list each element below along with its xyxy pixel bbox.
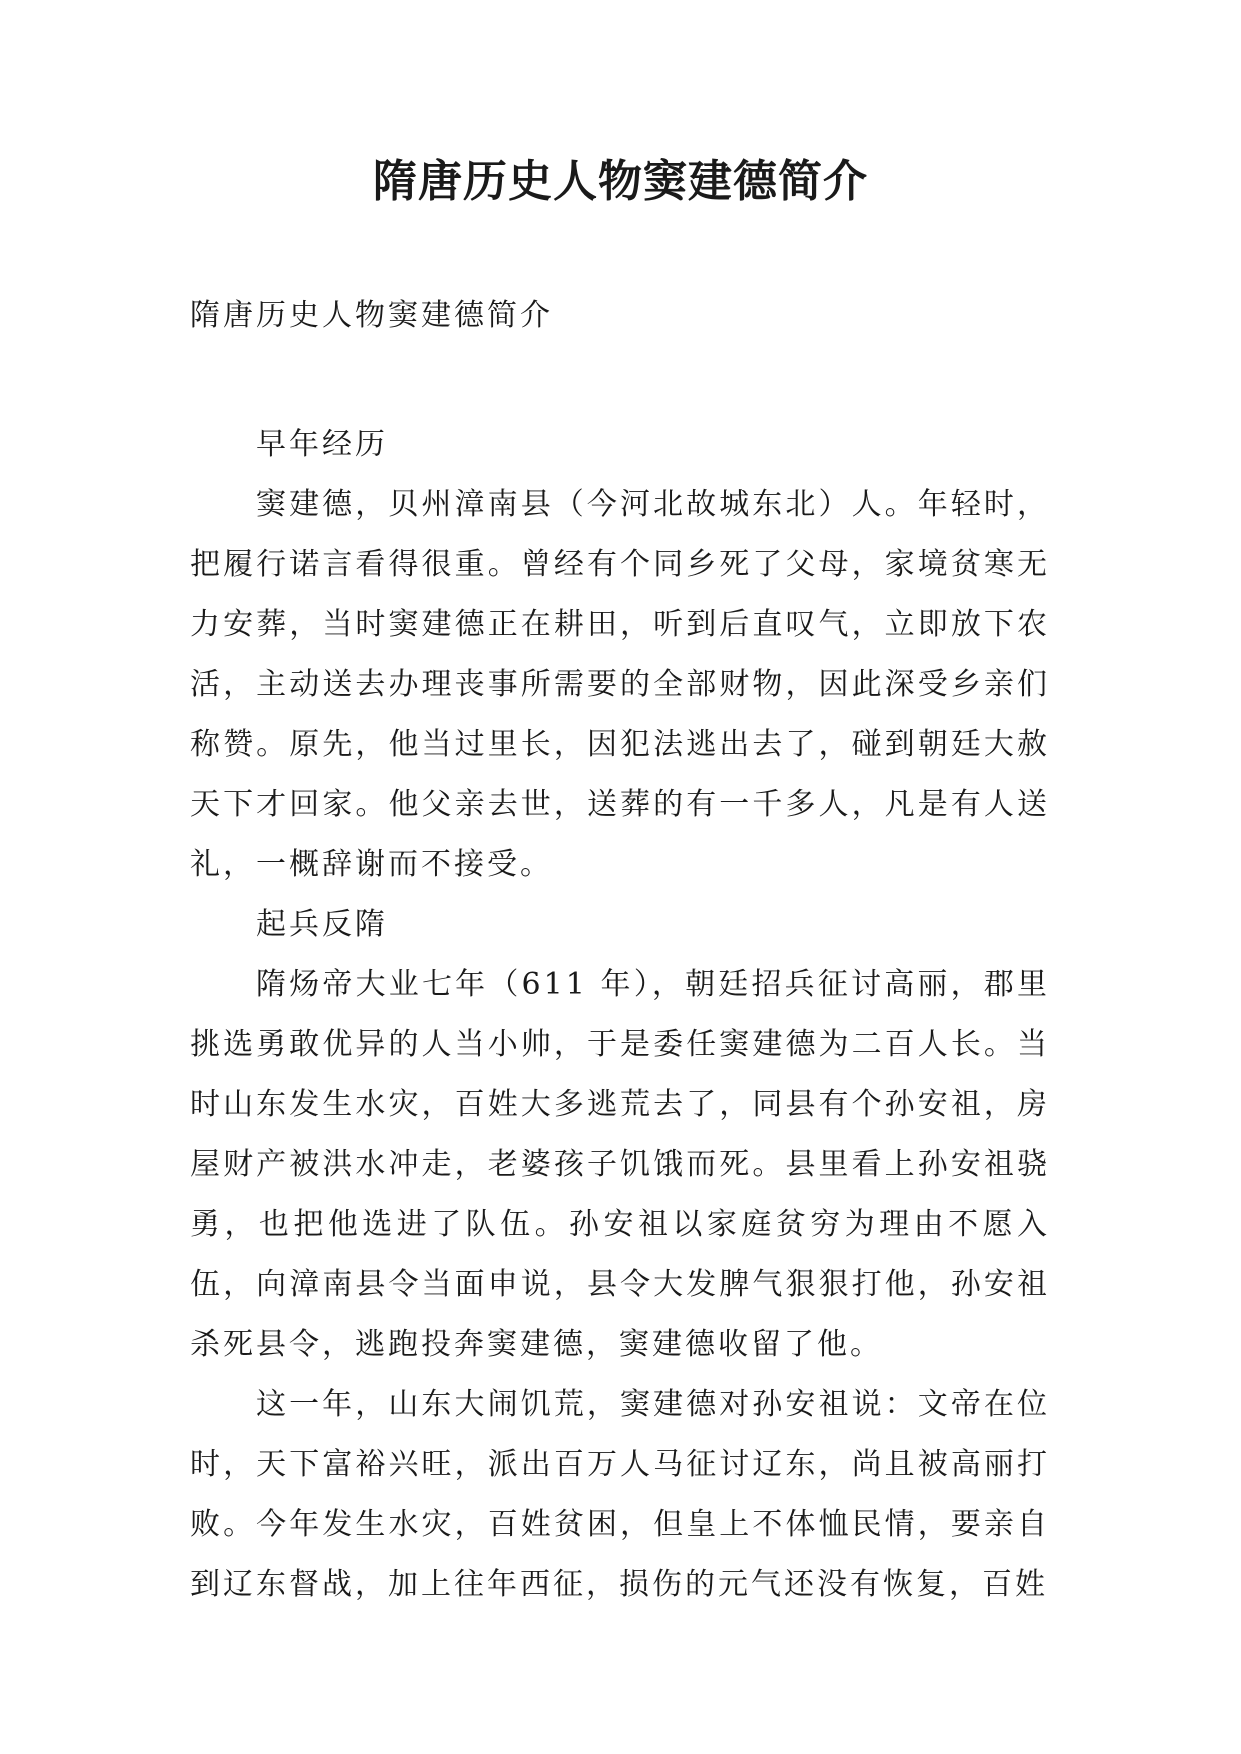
paragraph-uprising-2: 这一年，山东大闹饥荒，窦建德对孙安祖说：文帝在位时，天下富裕兴旺，派出百万人马征讨辽东，尚且被高丽打败。今年发生水灾，百姓贫困，但皇上不体恤民情，要亲自到辽东督战，加上往年西征，损伤的元气还没有恢复，百姓 — [190, 1387, 1050, 1602]
section-heading-uprising: 起兵反隋 — [256, 907, 388, 942]
document-body — [190, 286, 1050, 1615]
section-heading-early-life: 早年经历 — [256, 427, 388, 462]
document-subtitle: 隋唐历史人物窦建德简介 — [190, 298, 553, 333]
paragraph-early-life: 窦建德，贝州漳南县（今河北故城东北）人。年轻时，把履行诺言看得很重。曾经有个同乡死了父母，家境贫寒无力安葬，当时窦建德正在耕田，听到后直叹气，立即放下农活，主动送去办理丧事所需要的全部财物，因此深受乡亲们称赞。原先，他当过里长，因犯法逃出去了，碰到朝廷大赦天下才回家。他父亲去世，送葬的有一千多人，凡是有人送礼，一概辞谢而不接受。 — [190, 487, 1050, 882]
paragraph-uprising-1: 隋炀帝大业七年（611 年），朝廷招兵征讨高丽，郡里挑选勇敢优异的人当小帅，于是委任窦建德为二百人长。当时山东发生水灾，百姓大多逃荒去了，同县有个孙安祖，房屋财产被洪水冲走，老婆孩子饥饿而死。县里看上孙安祖骁勇，也把他选进了队伍。孙安祖以家庭贫穷为理由不愿入伍，向漳南县令当面申说，县令大发脾气狠狠打他，孙安祖杀死县令，逃跑投奔窦建德，窦建德收留了他。 — [190, 967, 1050, 1362]
document-title: 隋唐历史人物窦建德简介 — [373, 156, 868, 207]
